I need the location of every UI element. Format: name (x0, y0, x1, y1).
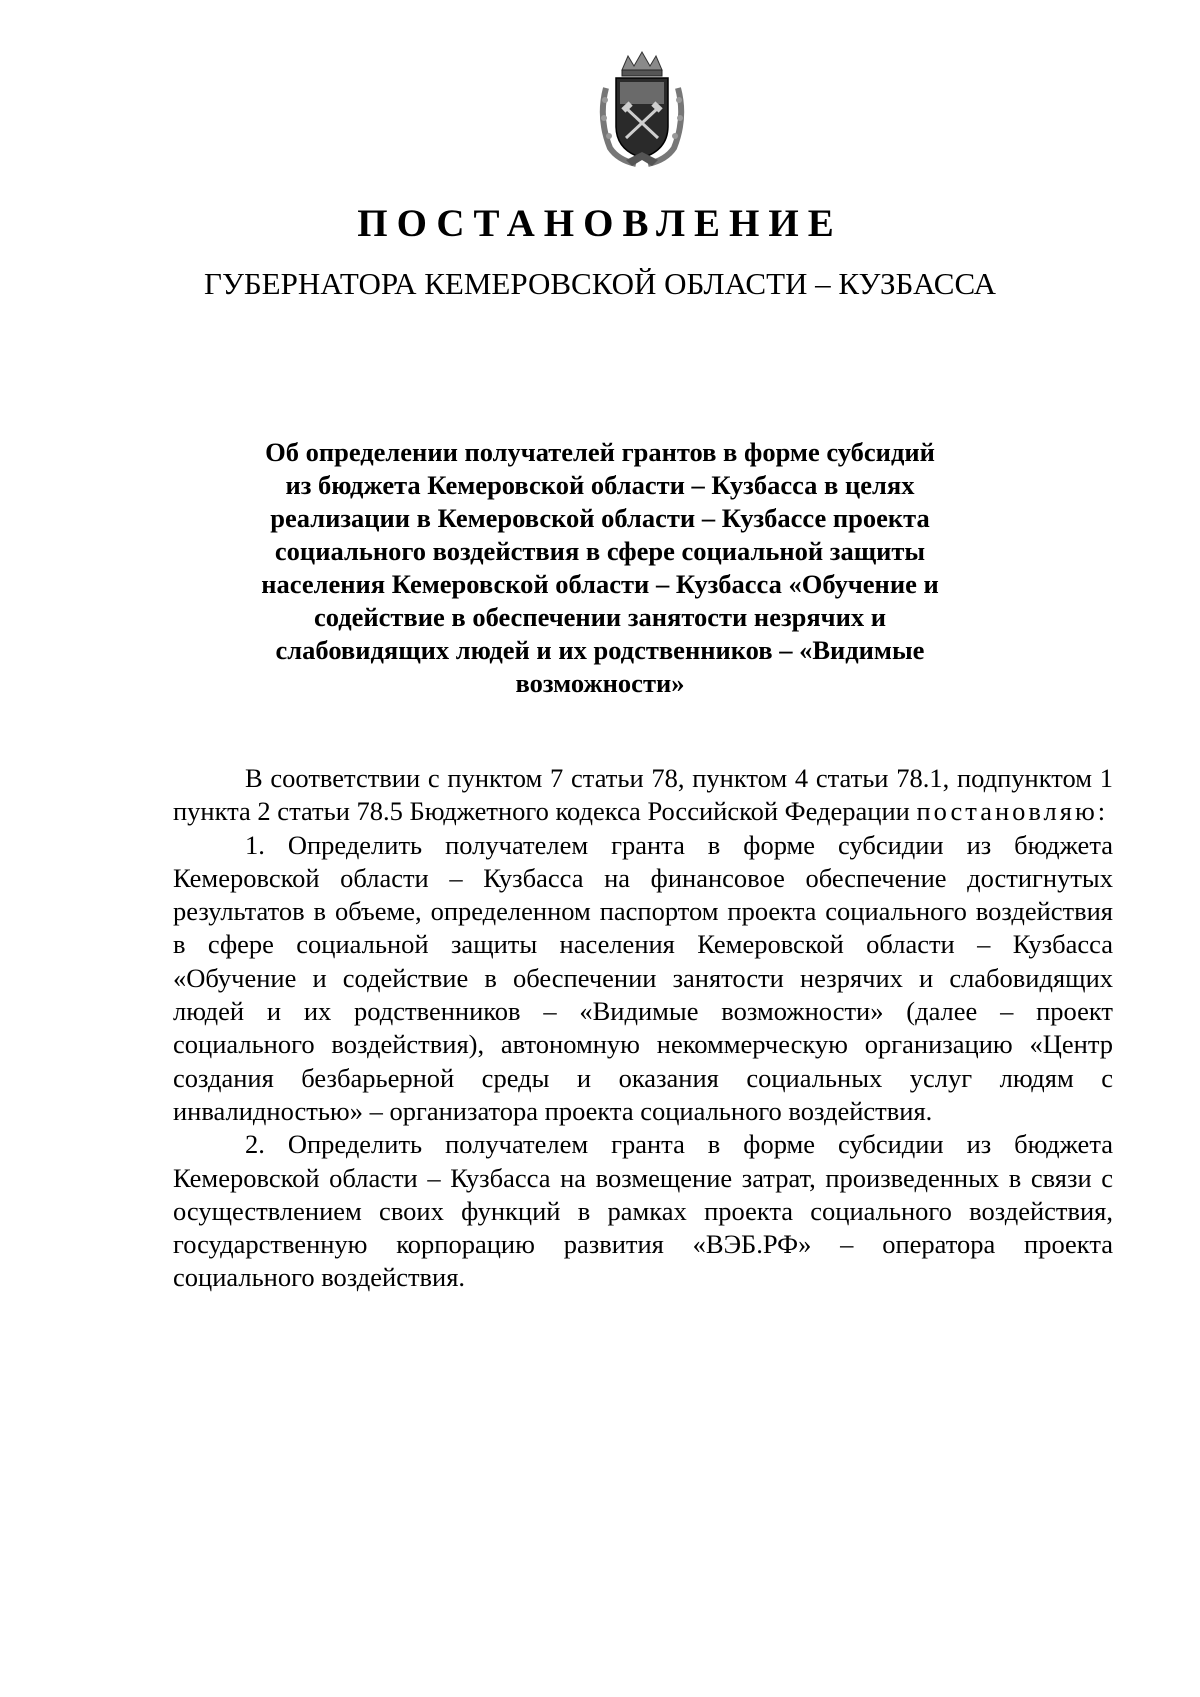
preamble-paragraph (173, 762, 1113, 829)
document-body (173, 762, 1113, 1295)
document-title (250, 436, 950, 700)
issuer-name: ГУБЕРНАТОРА КЕМЕРОВСКОЙ ОБЛАСТИ – КУЗБАССА (204, 266, 996, 301)
title-line: содействие в обеспечении занятости незрячих и (313, 602, 887, 632)
title-line: из бюджета Кемеровской области – Кузбасса в целях (285, 470, 915, 500)
title-line: населения Кемеровской области – Кузбасса «Обучение и (261, 569, 939, 599)
decree-word: постановляю: (916, 796, 1109, 827)
title-line: возможности» (515, 668, 685, 698)
title-line: реализации в Кемеровской области – Кузбассе проекта (270, 503, 930, 533)
title-line: социального воздействия в сфере социальной защиты (274, 536, 926, 566)
decree-item: 1. Определить получателем гранта в форме субсидии из бюджета Кемеровской области – Кузбасса на финансовое обеспечение достигнутых результатов в объеме, определенном паспортом проекта социального воздействия в сфере социальной защиты населения Кемеровской области – Кузбасса «Обучение и содействие в обеспечении занятости незрячих и слабовидящих людей и их родственников – «Видимые возможности» (далее – проект социального воздействия), автономную некоммерческую организацию «Центр создания безбарьерной среды и оказания социальных услуг людям с инвалидностью» – организатора проекта социального воздействия. (173, 829, 1113, 1126)
document-type: ПОСТАНОВЛЕНИЕ (357, 202, 843, 245)
title-line: слабовидящих людей и их родственников – «Видимые (275, 635, 925, 665)
preamble-text: В соответствии с пунктом 7 статьи 78, пунктом 4 статьи 78.1, подпунктом 1 пункта 2 статьи 78.5 Бюджетного кодекса Российской Федерации (173, 763, 1113, 827)
decree-item: 2. Определить получателем гранта в форме субсидии из бюджета Кемеровской области – Кузбасса на возмещение затрат, произведенных в связи с осуществлением своих функций в рамках проекта социального воздействия, государственную корпорацию развития «ВЭБ.РФ» – оператора проекта социального воздействия. (173, 1129, 1113, 1293)
title-line: Об определении получателей грантов в форме субсидий (265, 437, 935, 467)
coat-of-arms-icon (596, 48, 688, 168)
